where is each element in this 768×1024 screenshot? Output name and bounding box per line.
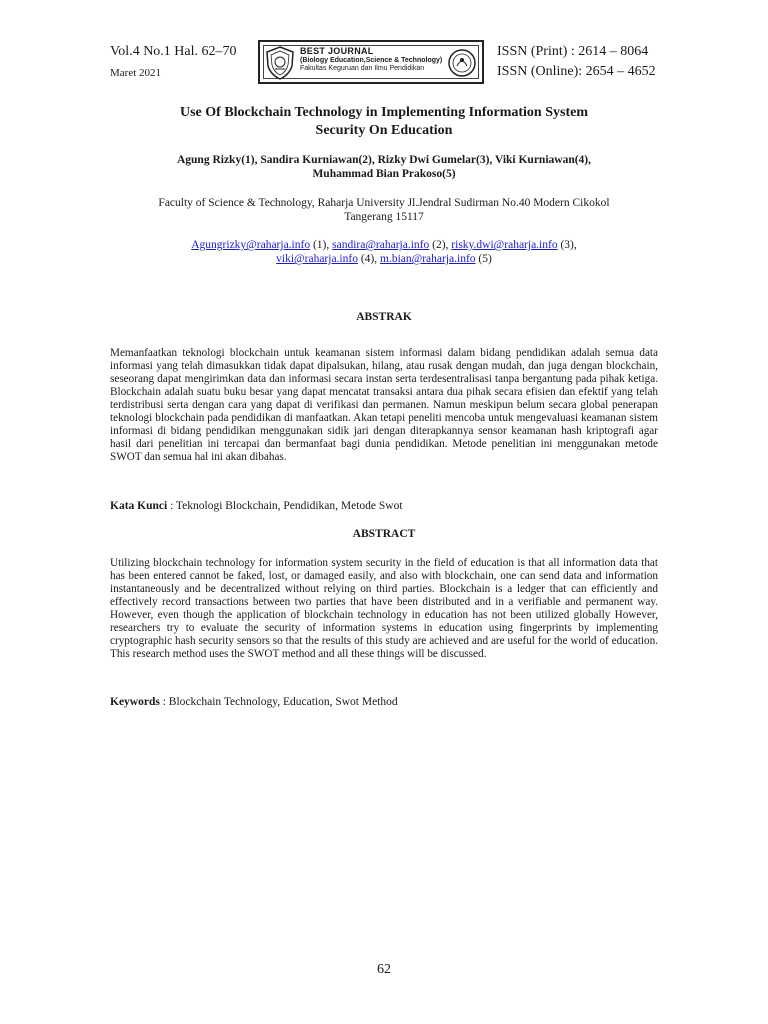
author-list xyxy=(110,153,658,181)
abstract-heading: ABSTRACT xyxy=(352,528,416,540)
issue-date: Maret 2021 xyxy=(110,67,162,79)
page-number: 62 xyxy=(377,962,391,977)
issn-online: ISSN (Online): 2654 – 4652 xyxy=(497,64,656,79)
author-emails xyxy=(110,238,658,266)
issn-print: ISSN (Print) : 2614 – 8064 xyxy=(497,44,649,59)
affiliation-line: Faculty of Science & Technology, Raharja University Jl.Jendral Sudirman No.40 Modern Cikokol xyxy=(158,197,610,209)
authors-line: Agung Rizky(1), Sandira Kurniawan(2), Rizky Dwi Gumelar(3), Viki Kurniawan(4), xyxy=(176,154,592,166)
university-emblem-icon xyxy=(265,46,295,80)
email-link[interactable]: m.bian@raharja.info xyxy=(380,253,476,265)
email-index: (4), xyxy=(360,253,378,265)
affiliation xyxy=(110,196,658,224)
abstrak-heading: ABSTRAK xyxy=(356,311,412,323)
abstrak-keywords xyxy=(110,500,658,512)
affiliation-line: Tangerang 15117 xyxy=(344,211,424,223)
abstract-text: Utilizing blockchain technology for information system security in the field of education is that all information data that has been entered cannot be faked, lost, or damaged easily, and also with blockchain, one can send data and information instantaneously and be decentralized without relying on third parties. Blockchain is a ledger that can efficiently and effectively record transactions between two parties that have been distributed and in a verifiable and permanent way. However, even though the application of blockchain technology in education has not been utilized globally However, researchers try to evaluate the security of information systems in education using fingerprints by implementing cryptographic hash security sensors so that the results of this study are achieved and are useful for the world of education. This research method uses the SWOT method and all these things will be discussed. xyxy=(110,557,658,660)
keywords-value: : Blockchain Technology, Education, Swot Method xyxy=(159,696,398,708)
journal-logo-text xyxy=(300,46,443,72)
keywords-label: Kata Kunci xyxy=(110,500,168,512)
journal-subtitle: (Biology Education,Science & Technology) xyxy=(300,57,443,64)
abstrak-text: Memanfaatkan teknologi blockchain untuk keamanan sistem informasi dalam bidang pendidikan adalah semua data informasi yang telah dimasukkan tidak dapat dipalsukan, hilang, atau rusak dengan mudah, dan juga dengan blockchain, seseorang dapat mengirimkan data dan informasi secara instan serta terdesentralisasi tanpa bergantung pada pihak ketiga. Blockchain adalah suatu buku besar yang dapat mencatat transaksi antara dua pihak secara efisien dan efektif yang telah terdistribusi serta dengan cara yang dapat di verifikasi dan permanen. Namun meskipun belum secara global penerapan teknologi blockchain pada pendidikan di manfaatkan. Akan tetapi peneliti mencoba untuk mengevaluasi keamanan sistem informasi di bidang pendidikan menggunakan sidik jari dengan diterapkannya sensor keamanan hash kriptografi agar hasil dari penelitian ini tercapai dan bermanfaat bagi dunia pendidikan. Metode penelitian ini menggunakan metode SWOT dan semua hal ini akan dibahas. xyxy=(110,347,658,463)
authors-line: Muhammad Bian Prakoso(5) xyxy=(312,168,456,180)
header-right xyxy=(497,44,656,80)
title-line: Use Of Blockchain Technology in Implementing Information System xyxy=(180,105,588,120)
header-left xyxy=(110,44,237,79)
title-line: Security On Education xyxy=(315,123,453,138)
email-link[interactable]: Agungrizky@raharja.info xyxy=(191,239,311,251)
journal-logo xyxy=(258,40,484,84)
journal-name: BEST JOURNAL xyxy=(300,46,374,56)
paper-title xyxy=(110,104,658,140)
email-index: (3), xyxy=(560,239,577,251)
journal-faculty: Fakultas Keguruan dan Ilmu Pendidikan xyxy=(300,65,425,72)
email-link[interactable]: viki@raharja.info xyxy=(276,253,358,265)
keywords-value: : Teknologi Blockchain, Pendidikan, Metode Swot xyxy=(167,500,403,512)
volume-info: Vol.4 No.1 Hal. 62–70 xyxy=(110,44,237,59)
email-index: (2), xyxy=(432,239,449,251)
email-index: (5) xyxy=(478,253,492,265)
abstract-keywords xyxy=(110,696,658,708)
keywords-label: Keywords xyxy=(110,696,160,708)
email-link[interactable]: risky.dwi@raharja.info xyxy=(451,239,558,251)
journal-seal-icon xyxy=(447,46,477,80)
email-index: (1), xyxy=(312,239,330,251)
email-link[interactable]: sandira@raharja.info xyxy=(332,239,430,251)
